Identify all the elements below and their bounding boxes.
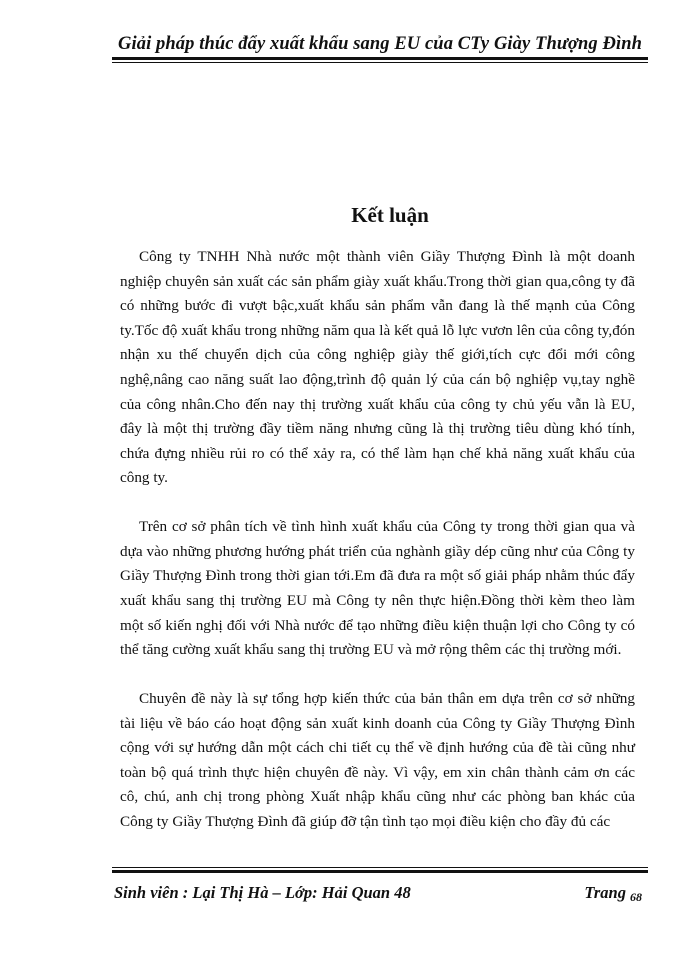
paragraph: Chuyên đề này là sự tổng hợp kiến thức của bản thân em dựa trên cơ sở những tài liệu về báo cáo hoạt động sản xuất kinh doanh của Công ty Giầy Thượng Đình cộng với sự hướng dẫn một cách chi tiết cụ thể về định hướng của đề tài cũng như toàn bộ quá trình thực hiện chuyên đề này. Vì vậy, em xin chân thành cảm ơn các cô, chú, anh chị trong phòng Xuất nhập khẩu cũng như các phòng ban khác của Công ty Giầy Thượng Đình đã giúp đỡ tận tình tạo mọi điều kiện cho đầy đủ các [120, 690, 635, 831]
body-text [120, 245, 635, 859]
header-title: Giải pháp thúc đẩy xuất khẩu sang EU của CTy Giày Thượng Đình [118, 34, 642, 54]
page-header [112, 32, 648, 64]
section-title: Kết luận [351, 203, 429, 227]
footer-author: Sinh viên : Lại Thị Hà – Lớp: Hải Quan 48 [114, 883, 411, 902]
footer-rule-thin [112, 867, 648, 868]
header-rule [112, 57, 648, 60]
footer-page [584, 883, 642, 903]
paragraph: Trên cơ sở phân tích về tình hình xuất khẩu của Công ty trong thời gian qua và dựa vào những phương hướng phát triển của nghành giầy dép cũng như của Công ty Giầy Thượng Đình trong thời gian tới.Em đã đưa ra một số giải pháp nhằm thúc đẩy xuất khẩu sang thị trường EU mà Công ty nên thực hiện.Đồng thời kèm theo làm một số kiến nghị đối với Nhà nước để tạo những điều kiện thuận lợi cho Công ty có thể tăng cường xuất khẩu sang thị trường EU và mở rộng thêm các thị trường mới. [120, 518, 635, 659]
page-footer [112, 867, 648, 907]
paragraph: Công ty TNHH Nhà nước một thành viên Giầy Thượng Đình là một doanh nghiệp chuyên sản xuất các sản phẩm giày xuất khẩu.Trong thời gian qua,công ty đã có những bước đi vượt bậc,xuất khẩu sản phẩm vẫn đang là thế mạnh của Công ty.Tốc độ xuất khẩu trong những năm qua là kết quả lỗ lực vươn lên của công ty,đón nhận xu thế chuyển dịch của công nghiệp giày thế giới,tích cực đổi mới công nghệ,nâng cao năng suất lao động,trình độ quản lý của cán bộ nghiệp vụ,tay nghề của công nhân.Cho đến nay thị trường xuất khẩu của công ty chủ yếu vẫn là EU, đây là một thị trường đầy tiềm năng nhưng cũng là thị trường tiêu dùng khó tính, chứa đựng nhiều rủi ro có thể xảy ra, có thể làm hạn chế khả năng xuất khẩu của công ty. [120, 248, 635, 487]
footer-rule [112, 870, 648, 873]
page-label: Trang [584, 883, 626, 902]
header-rule-thin [112, 62, 648, 63]
page-number: 68 [630, 890, 642, 904]
